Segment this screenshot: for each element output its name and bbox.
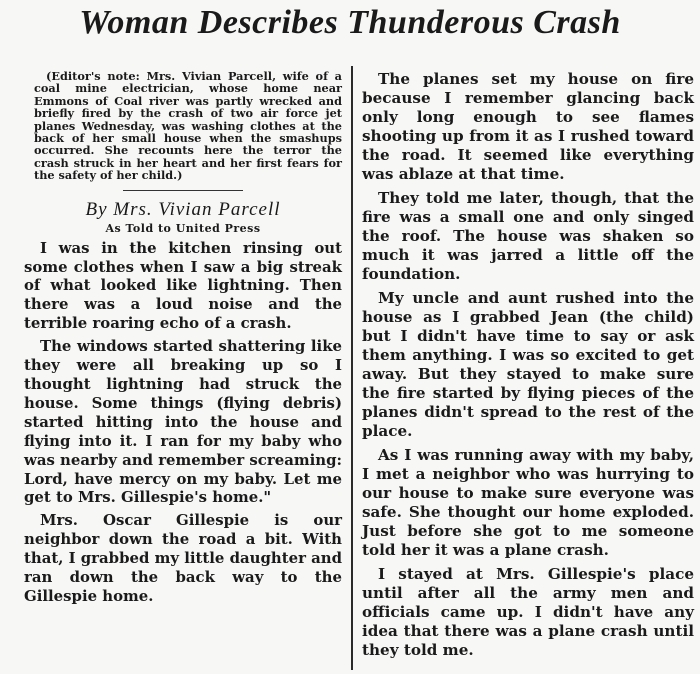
- editors-note: (Editor's note: Mrs. Vivian Parcell, wife of a coal mine electrician, whose home near Emmons of Coal river was partly wrecked and briefly fired by the crash of two air force jet planes Wednesday, was washing clothes at the back of her small house when the smashups occurred. She recounts here the terror the crash struck in her heart and her first fears for the safety of her child.): [34, 69, 342, 183]
- paragraph-right-4: As I was running away with my baby, I met a neighbor who was hurrying to our house to make sure everyone was safe. She thought our home exploded. Just before she got to me someone told her it was a plane crash.: [362, 446, 694, 559]
- paragraph-right-5: I stayed at Mrs. Gillespie's place until after all the army men and officials came up. I didn't have any idea that there was a plane crash until they told me.: [362, 565, 694, 659]
- paragraph-left-1: I was in the kitchen rinsing out some clothes when I saw a big streak of what looked like lightning. Then there was a loud noise and the terrible roaring echo of a crash.: [24, 238, 342, 333]
- sub-byline: As Told to United Press: [105, 221, 261, 235]
- byline-separator: [123, 190, 243, 191]
- byline: By Mrs. Vivian Parcell: [85, 198, 281, 220]
- paragraph-right-1: The planes set my house on fire because I remember glancing back only long enough to see flames shooting up from it as I rushed toward the road. It seemed like everything was ablaze at that time.: [362, 70, 694, 183]
- paragraph-right-3: My uncle and aunt rushed into the house as I grabbed Jean (the child) but I didn't have time to say or ask them anything. I was so excited to get away. But they stayed to make sure the fire started by flying pieces of the planes didn't spread to the rest of the place.: [362, 289, 694, 440]
- right-column: [362, 70, 694, 665]
- paragraph-left-2: The windows started shattering like they were all breaking up so I thought lightning had struck the house. Some things (flying debris) started hitting into the house and flying into it. I ran for my baby who was nearby and remember screaming: Lord, have mercy on my baby. Let me get to Mrs. Gillespie's home.": [24, 337, 342, 507]
- paragraph-right-2: They told me later, though, that the fire was a small one and only singed the roof. The house was shaken so much it was jarred a little off the foundation.: [362, 189, 694, 283]
- left-column: [24, 70, 342, 610]
- column-divider: [351, 66, 353, 670]
- headline: Woman Describes Thunderous Crash: [79, 4, 621, 41]
- paragraph-left-3: Mrs. Oscar Gillespie is our neighbor down the road a bit. With that, I grabbed my little daughter and ran down the back way to the Gillespie home.: [24, 511, 342, 605]
